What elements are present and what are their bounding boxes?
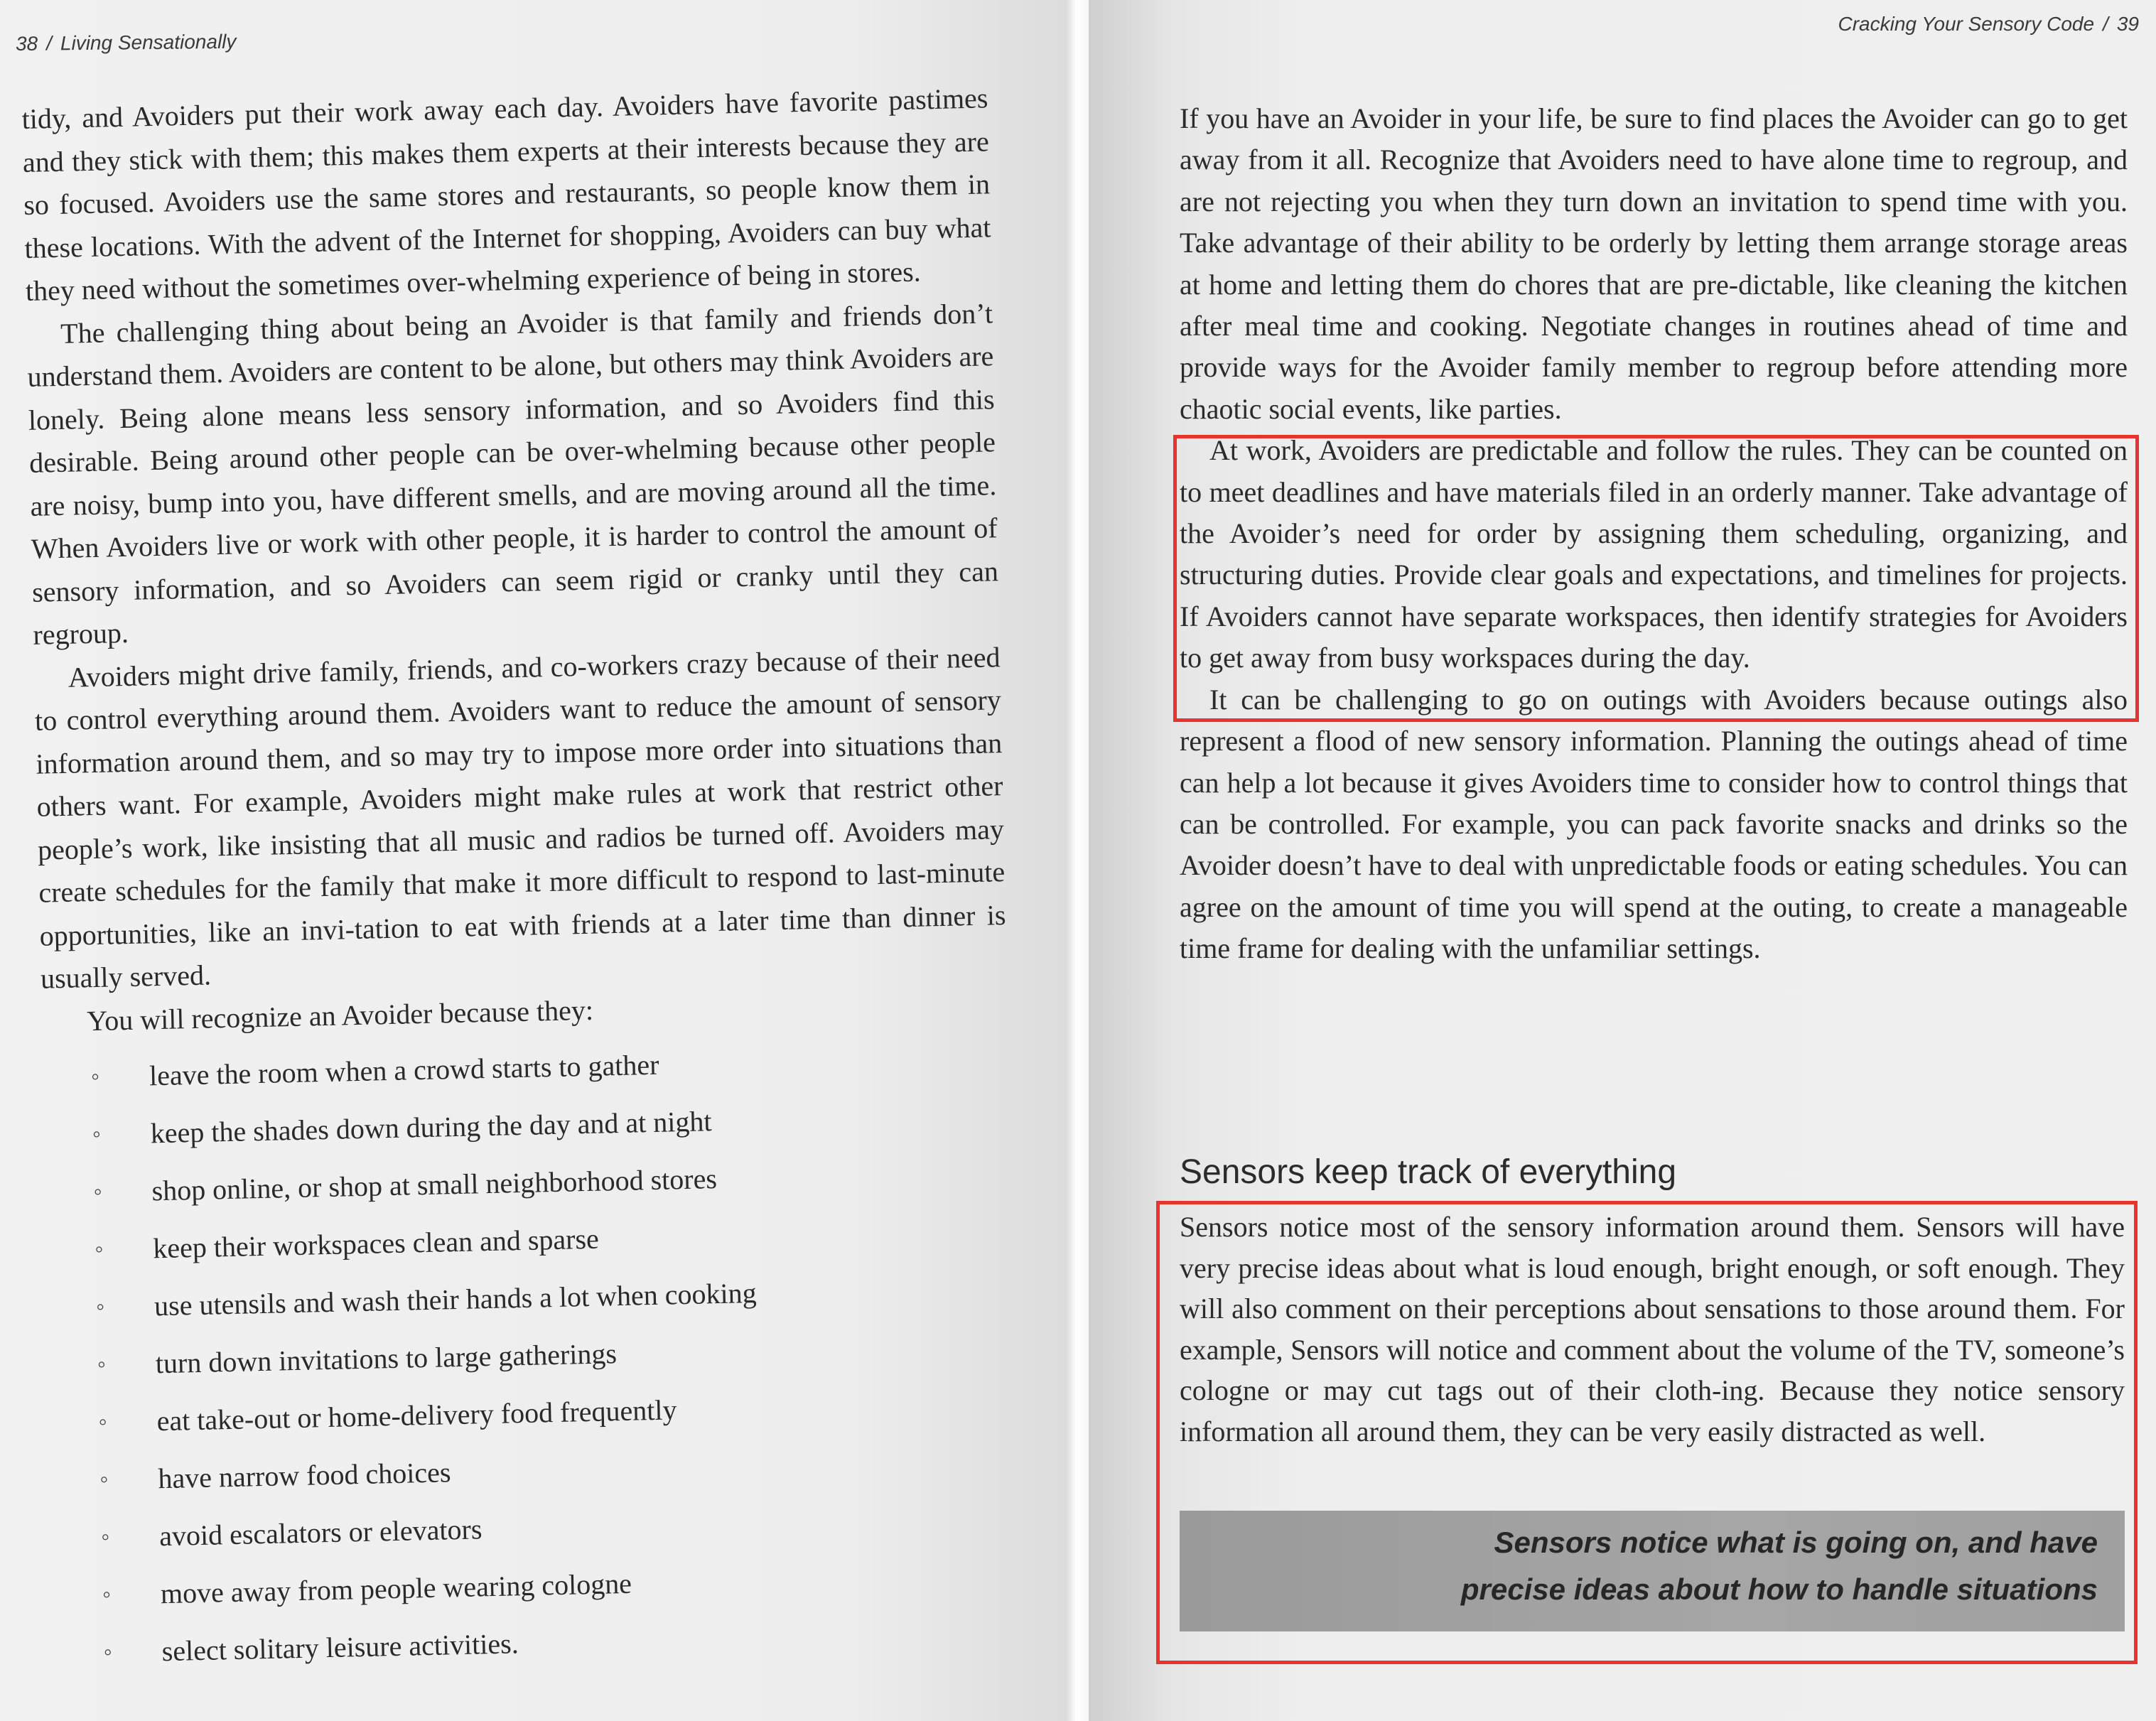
pull-quote-callout xyxy=(1180,1511,2125,1631)
list-intro: You will recognize an Avoider because they: xyxy=(86,993,594,1037)
list-item: ◦ avoid escalators or elevators xyxy=(129,1489,1019,1565)
left-page-number: 38 xyxy=(15,32,38,55)
callout-line: precise ideas about how to handle situations xyxy=(1460,1572,2098,1606)
right-running-title: Cracking Your Sensory Code xyxy=(1838,13,2095,35)
right-paragraph-2: At work, Avoiders are predictable and follow the rules. They can be counted on to meet deadlines and have materials filed in an orderly manner. Take advantage of the Avoider’s need for order by assigning them scheduling, organizing, and structuring duties. Provide clear goals and expectations, and timelines for projects. If Avoiders cannot have separate workspaces, then identify strategies for Avoiders to get away from busy workspaces during the day. xyxy=(1180,434,2128,674)
sensors-section xyxy=(1180,1207,2125,1452)
callout-line: Sensors notice what is going on, and have xyxy=(1494,1526,2098,1559)
left-paragraph-3: Avoiders might drive family, friends, and co-workers crazy because of their need to control everything around them. Avoiders want to reduce the amount of sensory information around them, and so may try to impose more order into situations than others want. For example, Avoiders might make rules at work that restrict other people’s work, like insisting that all music and radios be turned off. Avoiders may create schedules for the family that make it more difficult to respond to last-minute opportunities, like an invi-tation to eat with friends at a later time than dinner is usually served. xyxy=(34,640,1006,995)
right-page-body xyxy=(1180,98,2128,970)
list-item: ◦ use utensils and wash their hands a lot when cooking xyxy=(124,1258,1014,1335)
left-head-separator: / xyxy=(45,32,53,55)
list-item: ◦ shop online, or shop at small neighborhood stores xyxy=(122,1143,1012,1220)
book-gutter xyxy=(1066,0,1089,1721)
list-item: ◦ keep the shades down during the day and at night xyxy=(120,1086,1010,1162)
right-page-number: 39 xyxy=(2116,13,2139,35)
list-item: ◦ select solitary leisure activities. xyxy=(131,1604,1022,1680)
list-item: ◦ have narrow food choices xyxy=(128,1431,1018,1508)
list-item: ◦ leave the room when a crowd starts to gather xyxy=(119,1028,1009,1105)
left-running-head xyxy=(16,31,237,55)
list-item: ◦ move away from people wearing cologne xyxy=(130,1546,1020,1623)
section-heading: Sensors keep track of everything xyxy=(1180,1153,1677,1191)
right-paragraph-1: If you have an Avoider in your life, be sure to find places the Avoider can go to get away from it all. Recognize that Avoiders need to have alone time to regroup, and are not rejecting you when they turn down an invitation to spend time with you. Take advantage of their ability to be orderly by letting them arrange storage areas at home and letting them do chores that are pre-dictable, like cleaning the kitchen after meal time and cooking. Negotiate changes in routines ahead of time and provide ways for the Avoider family member to regroup before attending more chaotic social events, like parties. xyxy=(1180,102,2128,425)
left-page-body xyxy=(21,77,1022,1682)
avoider-trait-list xyxy=(42,1028,1022,1682)
right-running-head xyxy=(1838,13,2139,36)
left-paragraph-2: The challenging thing about being an Avoider is that family and friends don’t understand them. Avoiders are content to be alone, but others may think Avoiders are lonely. Being alone means less sensory information, and so Avoiders find this desirable. Being around other people can be over-whelming because other people are noisy, bump into you, have different smells, and are moving around all the time. When Avoiders live or work with other people, it is harder to control the amount of sensory information, and so Avoiders can seem rigid or cranky until they can regroup. xyxy=(27,296,999,651)
left-paragraph-1: tidy, and Avoiders put their work away each day. Avoiders have favorite pastimes and they stick with them; this makes them experts at their interests because they are so focused. Avoiders use the same stores and restaurants, so people know them in these locations. With the advent of the Internet for shopping, Avoiders can buy what they need without the sometimes over-whelming experience of being in stores. xyxy=(21,82,991,307)
list-item: ◦ eat take-out or home-delivery food frequently xyxy=(126,1374,1017,1450)
sensors-paragraph: Sensors notice most of the sensory information around them. Sensors will have very precise ideas about what is loud enough, bright enough, or soft enough. They will also comment on their perceptions about sensations to those around them. For example, Sensors will notice and comment about the volume of the TV, someone’s cologne or may cut tags out of their cloth-ing. Because they notice sensory information all around them, they can be very easily distracted as well. xyxy=(1180,1211,2125,1447)
right-paragraph-3: It can be challenging to go on outings with Avoiders because outings also represent a flood of new sensory information. Planning the outings ahead of time can help a lot because it gives Avoiders time to consider how to control things that can be controlled. For example, you can pack favorite snacks and drinks so the Avoider doesn’t have to deal with unpredictable foods or eating schedules. You can agree on the amount of time you will spend at the outing, to create a manageable time frame for dealing with the unfamiliar settings. xyxy=(1180,683,2128,965)
list-item: ◦ keep their workspaces clean and sparse xyxy=(122,1201,1013,1278)
left-running-title: Living Sensationally xyxy=(60,30,237,55)
right-head-separator: / xyxy=(2103,13,2108,35)
list-item: ◦ turn down invitations to large gatherings xyxy=(125,1316,1015,1393)
